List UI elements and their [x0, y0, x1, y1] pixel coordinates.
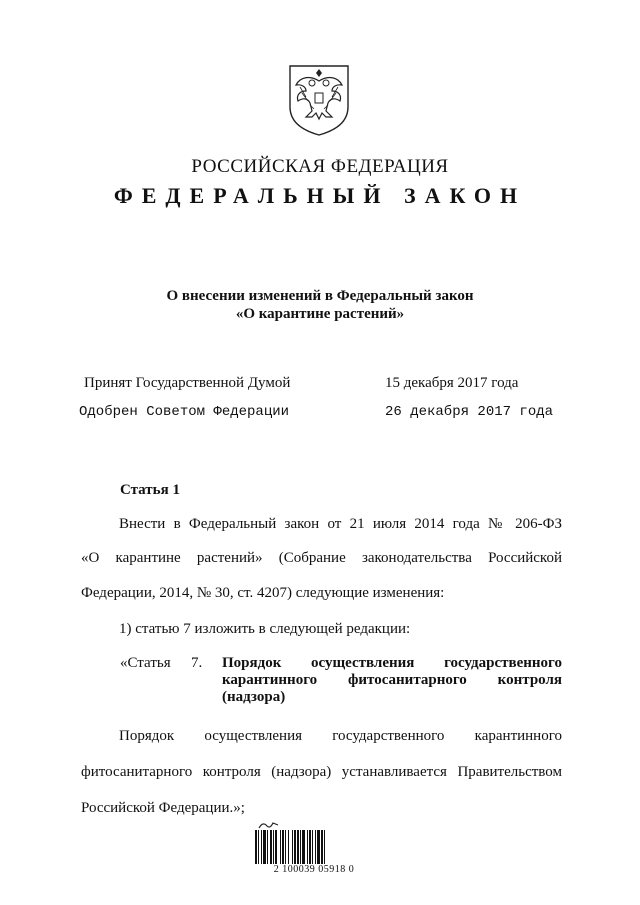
quoted-paragraph-line-3: Российской Федерации.»;: [81, 800, 245, 816]
coat-of-arms-emblem: [286, 63, 352, 137]
article-1-paragraph-1-line-2: «О карантине растений» (Собрание законодательства Российской: [81, 550, 562, 566]
law-title-line-2: «О карантине растений»: [235, 306, 405, 322]
scribble-mark: [258, 820, 280, 830]
quoted-article-title-line-1: Порядок осуществления государственного: [222, 655, 562, 671]
council-approval-date: 26 декабря 2017 года: [385, 404, 554, 420]
quoted-article-number: 7.: [191, 655, 203, 671]
quoted-article-title-line-3: (надзора): [222, 689, 286, 705]
barcode-number: 2 100039 05918 0: [273, 864, 355, 875]
duma-adoption-label: Принят Государственной Думой: [84, 375, 291, 391]
law-title: [0, 287, 640, 323]
duma-adoption-date: 15 декабря 2017 года: [385, 375, 519, 391]
article-1-item-1: 1) статью 7 изложить в следующей редакции:: [119, 621, 411, 637]
country-name: РОССИЙСКАЯ ФЕДЕРАЦИЯ: [191, 156, 449, 177]
quoted-paragraph-line-1: Порядок осуществления государственного карантинного: [119, 728, 562, 744]
council-approval-label: Одобрен Советом Федерации: [79, 404, 290, 420]
quoted-paragraph-line-2: фитосанитарного контроля (надзора) устанавливается Правительством: [81, 764, 562, 780]
article-1-paragraph-1-line-3: Федерации, 2014, № 30, ст. 4207) следующие изменения:: [81, 585, 445, 601]
quoted-article-title: [222, 655, 562, 706]
law-title-line-1: О внесении изменений в Федеральный закон: [166, 288, 474, 304]
barcode: [255, 830, 359, 864]
law-type-heading: ФЕДЕРАЛЬНЫЙ ЗАКОН: [113, 183, 527, 208]
article-1-paragraph-1-line-1: Внести в Федеральный закон от 21 июля 2014 года № 206-ФЗ: [119, 516, 562, 532]
quoted-article-title-line-2: карантинного фитосанитарного контроля: [222, 672, 562, 688]
quoted-article-label: «Статья: [120, 655, 171, 671]
article-1-heading: Статья 1: [120, 482, 180, 498]
